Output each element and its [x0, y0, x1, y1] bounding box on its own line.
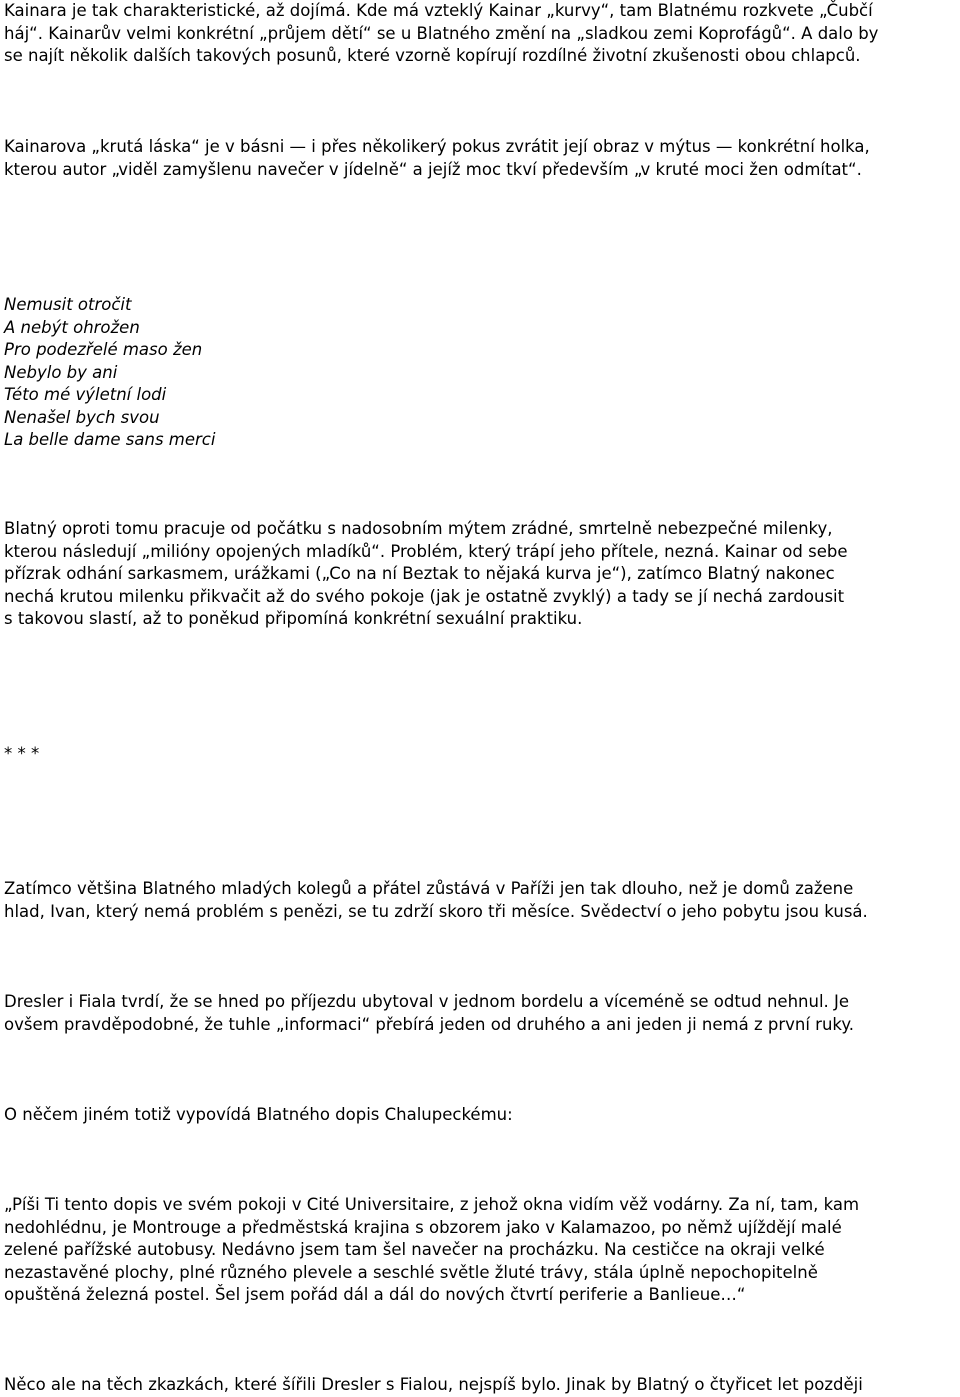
paragraph-4-line-2: hlad, Ivan, který nemá problém s penězi, se tu zdrží skoro tři měsíce. Svědectví o jeho pobytu jsou kusá.: [4, 901, 868, 921]
paragraph-1: [4, 0, 958, 68]
paragraph-1-line-1: Kainara je tak charakteristické, až dojímá. Kde má vzteklý Kainar „kurvy“, tam Blatnému rozkvete „Čubčí: [4, 1, 873, 20]
paragraph-3-line-3: přízrak odhání sarkasmem, urážkami („Co na ní Beztak to nějaká kurva je“), zatímco Blatný nakonec: [4, 564, 835, 583]
poem-line: Nemusit otročit: [4, 295, 132, 314]
paragraph-5-line-2: ovšem pravděpodobné, že tuhle „informaci“ přebírá jeden od druhého a ani jeden ji nemá z první ruky.: [4, 1014, 855, 1034]
paragraph-4-line-1: Zatímco většina Blatného mladých kolegů a přátel zůstává v Paříži jen tak dlouho, než je domů zažene: [4, 879, 854, 898]
poem: [4, 294, 958, 452]
paragraph-3-line-1: Blatný oproti tomu pracuje od počátku s nadosobním mýtem zrádné, smrtelně nebezpečné milenky,: [4, 519, 833, 538]
paragraph-2-line-2: kterou autor „viděl zamyšlenu navečer v jídelně“ a jejíž moc tkví především „v kruté moci žen odmítat“.: [4, 159, 862, 179]
poem-line: Nebylo by ani: [4, 362, 118, 382]
separator-stars: * * *: [4, 744, 40, 763]
paragraph-1-line-3: se najít několik dalších takových posunů, které vzorně kopírují rozdílné životní zkušenosti obou chlapců.: [4, 46, 861, 65]
paragraph-3-line-4: nechá krutou milenku přikvačit až do svého pokoje (jak je ostatně zvyklý) a tady se jí nechá zardousit: [4, 586, 845, 606]
poem-line: Pro podezřelé maso žen: [4, 340, 203, 359]
poem-line: Nenašel bych svou: [4, 407, 160, 427]
section-separator: [4, 743, 958, 766]
paragraph-8: [4, 1374, 958, 1397]
paragraph-3: [4, 518, 958, 631]
paragraph-7-line-1: „Píši Ti tento dopis ve svém pokoji v Cité Universitaire, z jehož okna vidím věž vodárny. Za ní, tam, kam: [4, 1195, 860, 1214]
paragraph-2-line-1: Kainarova „krutá láska“ je v básni — i přes několikerý pokus zvrátit její obraz v mýtus — konkrétní holka,: [4, 137, 870, 156]
paragraph-6: [4, 1104, 958, 1127]
paragraph-4: [4, 878, 958, 923]
paragraph-7-quote: [4, 1194, 958, 1307]
paragraph-7-line-5: opuštěná železná postel. Šel jsem pořád dál a dál do nových čtvrtí periferie a Banlieue…“: [4, 1285, 746, 1304]
poem-line: La belle dame sans merci: [4, 430, 216, 449]
poem-line: Této mé výletní lodi: [4, 385, 167, 404]
paragraph-3-line-5: s takovou slastí, až to poněkud připomíná konkrétní sexuální praktiku.: [4, 609, 583, 628]
paragraph-2: [4, 136, 958, 181]
paragraph-1-line-2: háj“. Kainarův velmi konkrétní „průjem dětí“ se u Blatného změní na „sladkou zemi Koprofágů“. A dalo by: [4, 23, 879, 43]
paragraph-7-line-3: zelené pařížské autobusy. Nedávno jsem tam šel navečer na procházku. Na cestičce na okraji velké: [4, 1240, 825, 1259]
poem-line: A nebýt ohrožen: [4, 317, 140, 337]
paragraph-7-line-4: nezastavěné plochy, plné různého plevele a seschlé světle žluté trávy, stála úplně nepochopitelně: [4, 1262, 818, 1282]
paragraph-8-line-1: Něco ale na těch zkazkách, které šířili Dresler s Fialou, nejspíš bylo. Jinak by Blatný o čtyřicet let později: [4, 1375, 863, 1394]
paragraph-6-line-1: O něčem jiném totiž vypovídá Blatného dopis Chalupeckému:: [4, 1105, 513, 1124]
paragraph-3-line-2: kterou následují „milióny opojených mladíků“. Problém, který trápí jeho přítele, nezná. Kainar od sebe: [4, 541, 848, 561]
paragraph-5-line-1: Dresler i Fiala tvrdí, že se hned po příjezdu ubytoval v jednom bordelu a víceméně se odtud nehnul. Je: [4, 992, 850, 1011]
paragraph-7-line-2: nedohlédnu, je Montrouge a předměstská krajina s obzorem jako v Kalamazoo, po němž ujíždějí malé: [4, 1217, 842, 1237]
paragraph-5: [4, 991, 958, 1036]
